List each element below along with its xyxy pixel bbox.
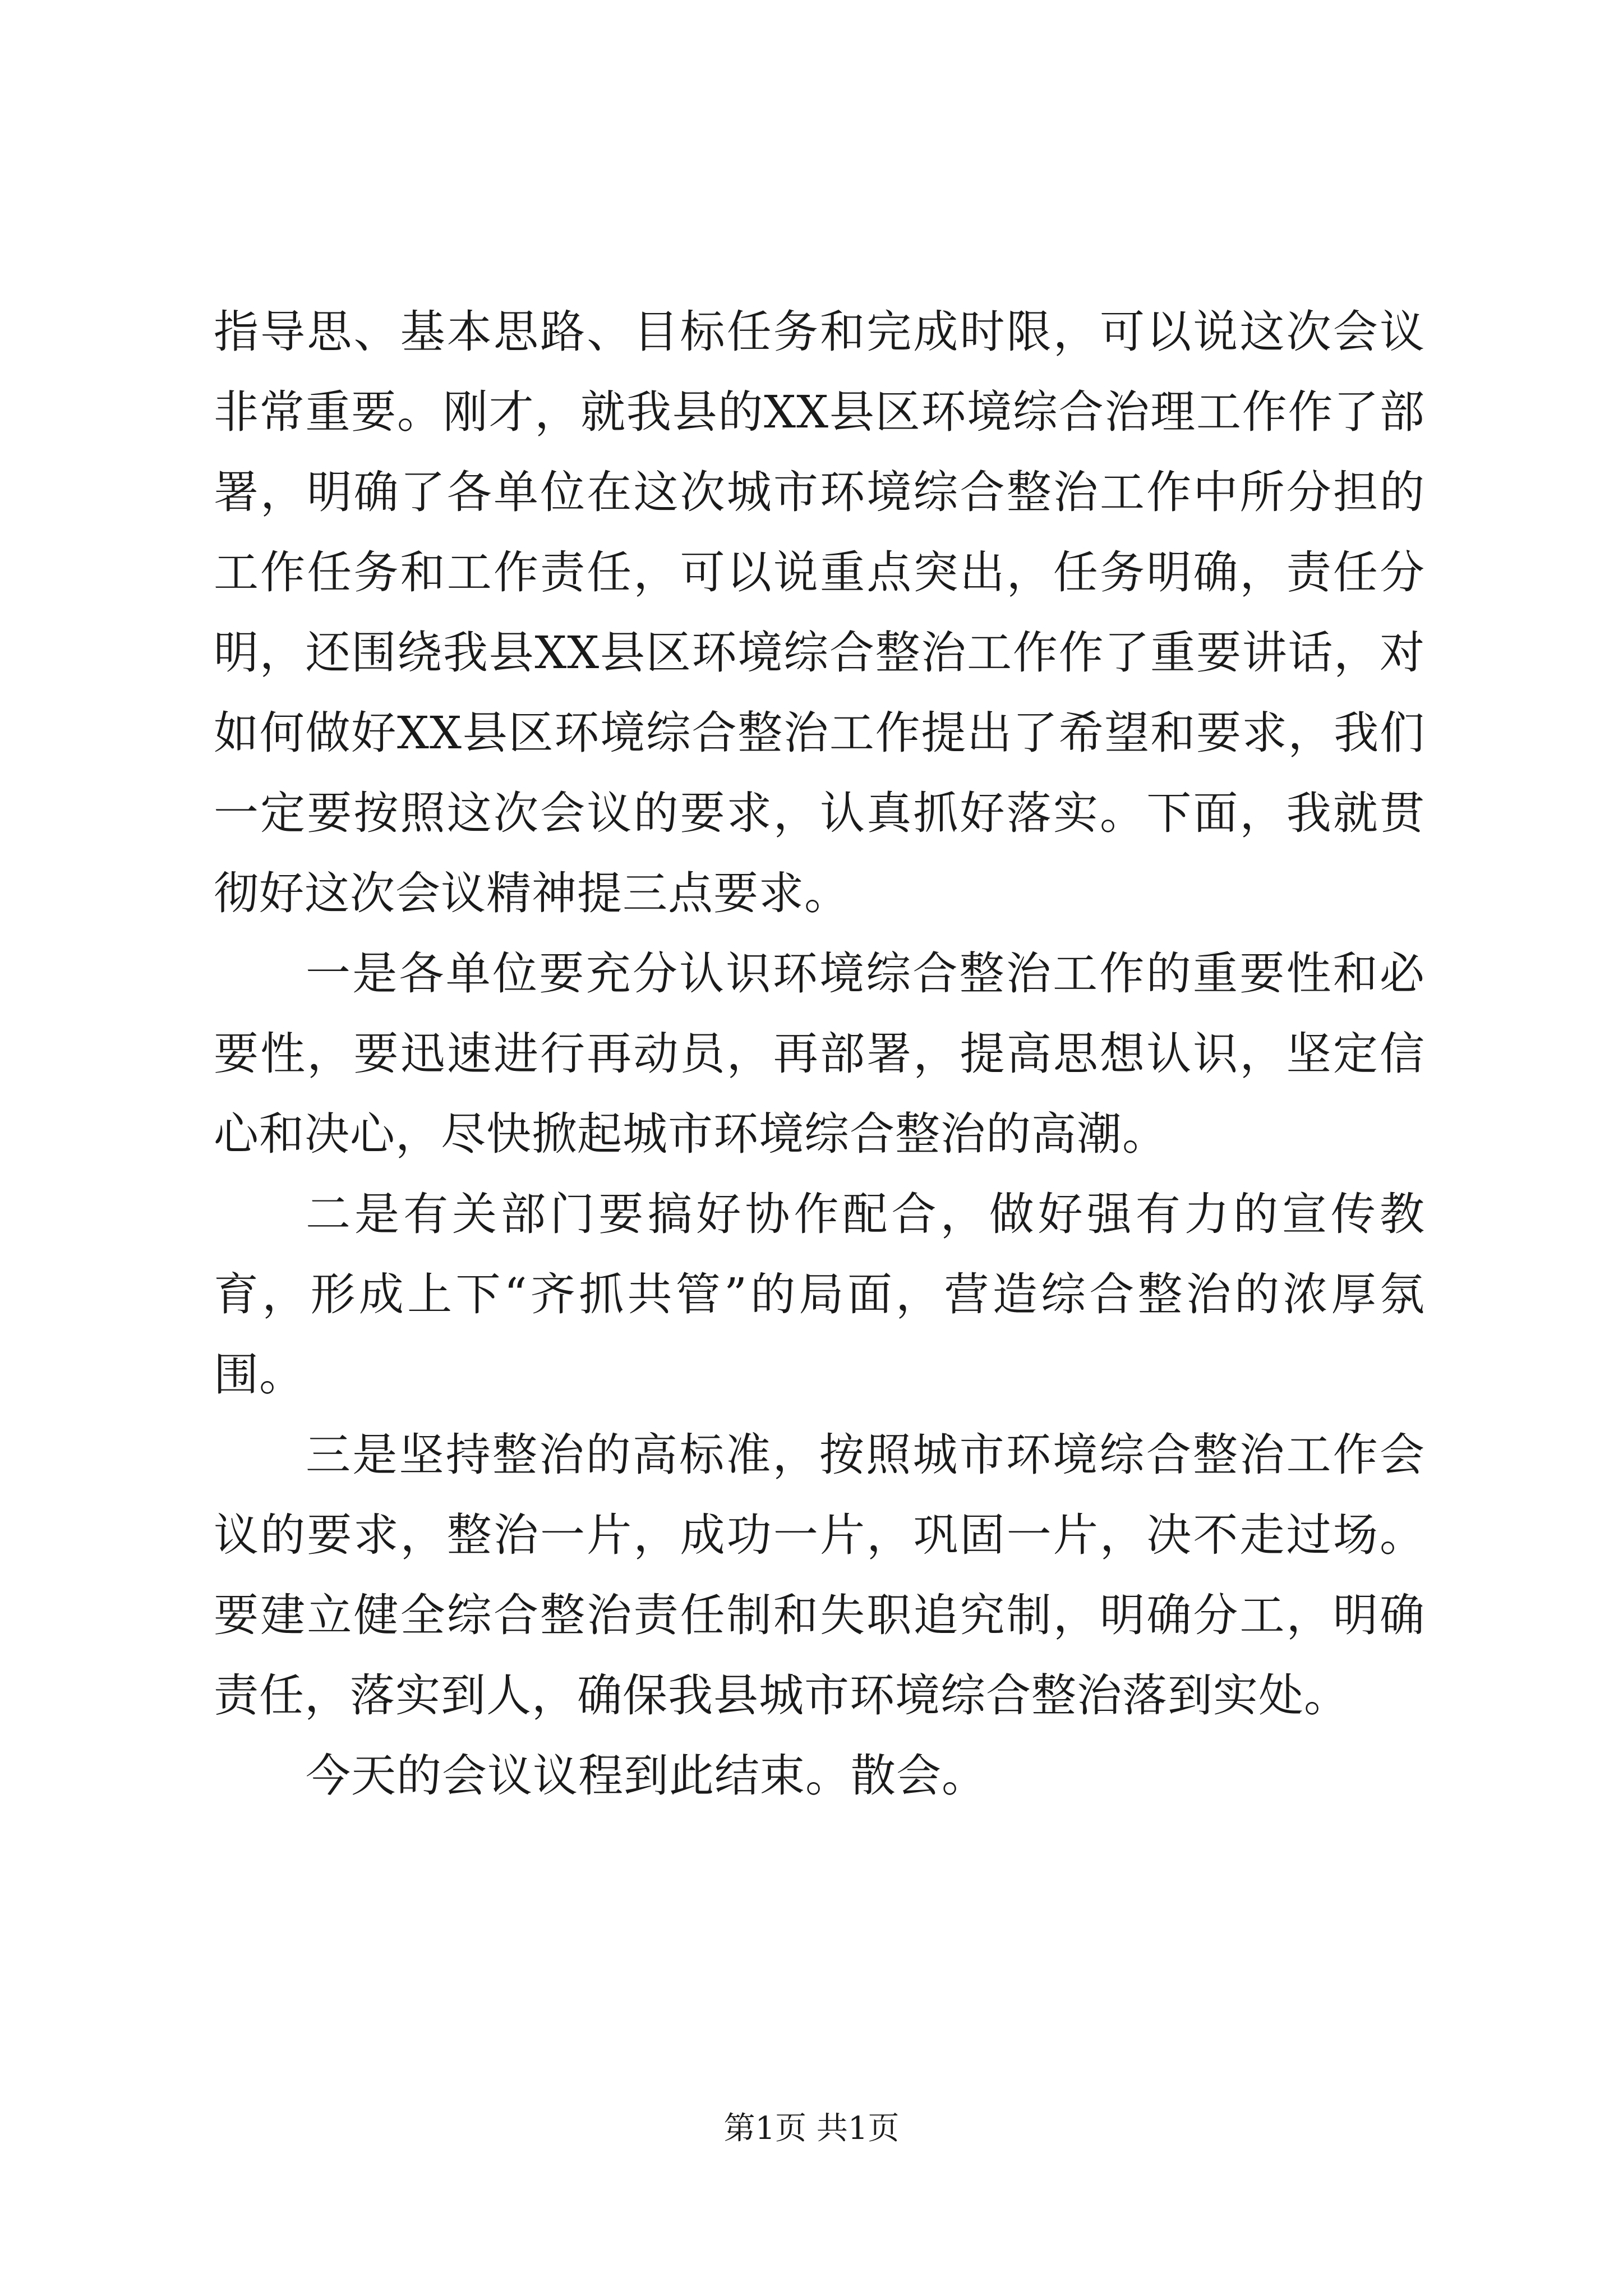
page-footer: 第1页 共1页 <box>723 2110 900 2147</box>
document-body <box>214 292 1425 1816</box>
paragraph-continuation: 指导思、基本思路、目标任务和完成时限，可以说这次会议非常重要。刚才，就我县的XX县区环境综合治理工作作了部署，明确了各单位在这次城市环境综合整治工作中所分担的工作任务和工作责任，可以说重点突出，任务明确，责任分明，还围绕我县XX县区环境综合整治工作作了重要讲话，对如何做好XX县区环境综合整治工作提出了希望和要求，我们一定要按照这次会议的要求，认真抓好落实。下面，我就贯彻好这次会议精神提三点要求。 <box>214 306 1425 919</box>
paragraph-point-one: 一是各单位要充分认识环境综合整治工作的重要性和必要性，要迅速进行再动员，再部署，提高思想认识，坚定信心和决心，尽快掀起城市环境综合整治的高潮。 <box>214 947 1425 1160</box>
paragraph-closing: 今天的会议议程到此结束。散会。 <box>306 1750 987 1802</box>
paragraph-point-three: 三是坚持整治的高标准，按照城市环境综合整治工作会议的要求，整治一片，成功一片，巩固一片，决不走过场。要建立健全综合整治责任制和失职追究制，明确分工，明确责任，落实到人，确保我县城市环境综合整治落到实处。 <box>214 1429 1425 1722</box>
paragraph-point-two: 二是有关部门要搞好协作配合，做好强有力的宣传教育，形成上下“齐抓共管”的局面，营造综合整治的浓厚氛围。 <box>214 1188 1425 1401</box>
